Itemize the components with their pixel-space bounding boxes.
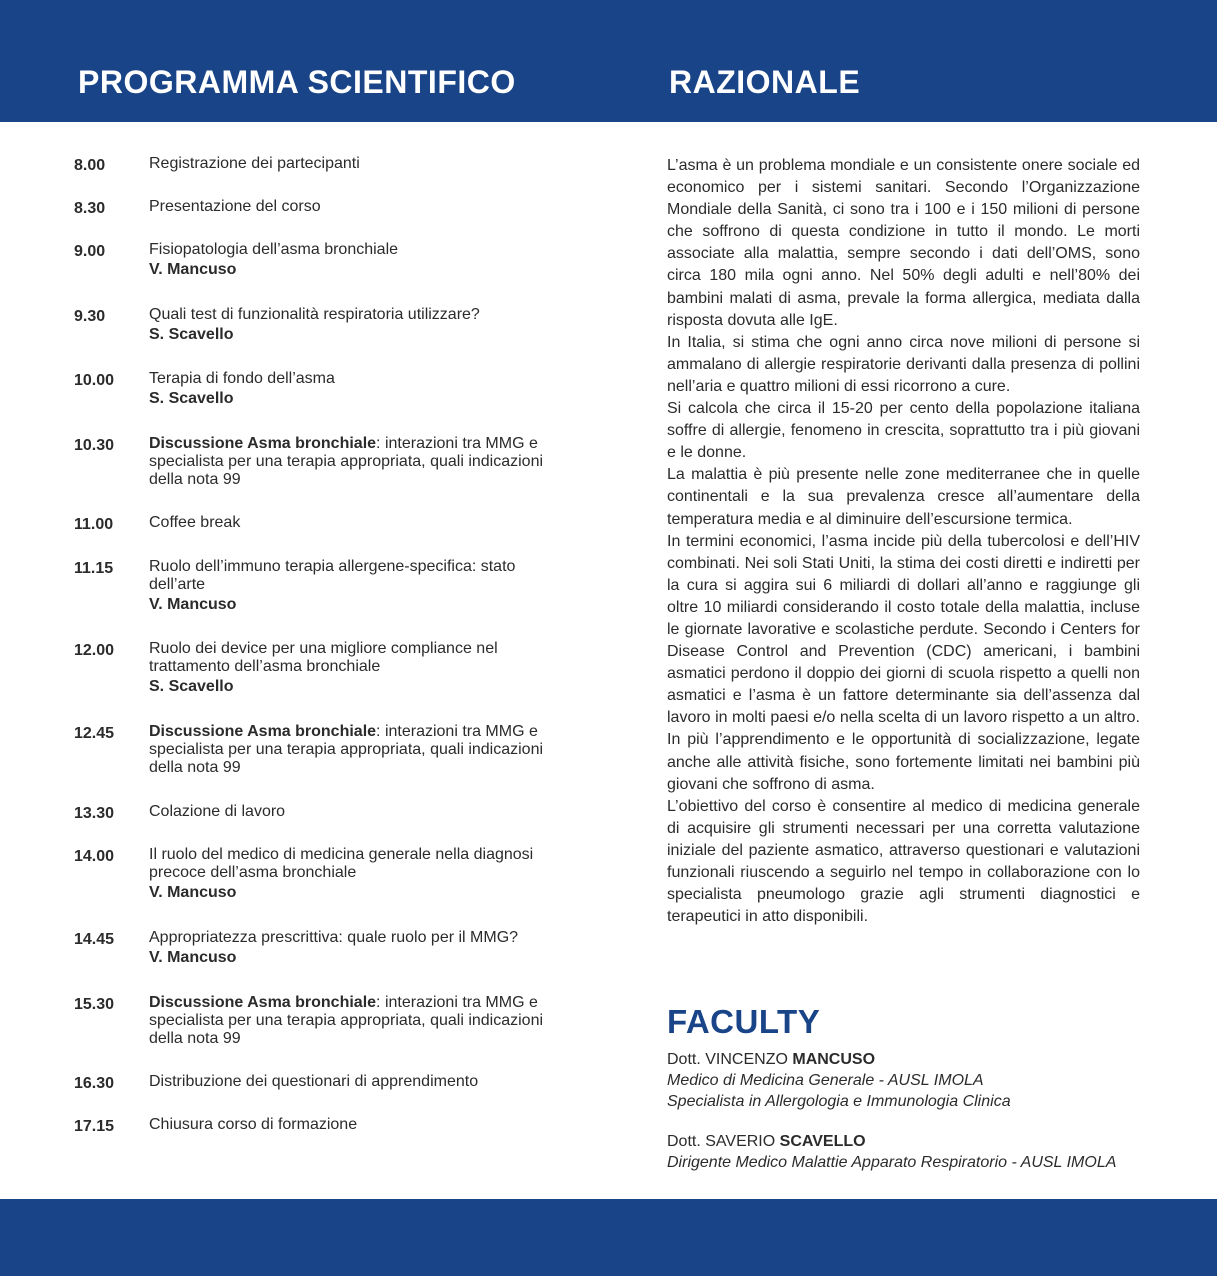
program-time: 11.15 <box>74 560 114 577</box>
program-speaker: V. Mancuso <box>149 884 237 901</box>
faculty-name-prefix: Dott. VINCENZO <box>667 1051 788 1068</box>
program-title-bold: Discussione Asma bronchiale <box>149 435 377 452</box>
program-title: Il ruolo del medico di medicina generale nella diagnosi precoce dell’asma bronchiale <box>149 846 534 881</box>
rationale-paragraph: L’obiettivo del corso è consentire al medico di medicina generale di acquisire gli strumenti necessari per una corretta valutazione iniziale del paziente asmatico, attraverso questionari e valutazioni funzionali riuscendo a seguirlo nel tempo in collaborazione con lo specialista pneumologo grazie agli strumenti diagnostici e terapeutici in atto disponibili. <box>667 797 1140 926</box>
program-time: 17.15 <box>74 1118 115 1135</box>
program-time: 9.00 <box>74 243 106 260</box>
program-speaker: S. Scavello <box>149 390 234 407</box>
rationale-paragraph: Si calcola che circa il 15-20 per cento della popolazione italiana soffre di allergie, fenomeno in crescita, soprattutto tra i più giovani e le donne. <box>667 400 1140 462</box>
program-time: 8.00 <box>74 157 106 174</box>
program-heading: PROGRAMMA SCIENTIFICO <box>78 64 516 100</box>
program-time: 13.30 <box>74 805 115 822</box>
program-time: 15.30 <box>74 996 115 1013</box>
program-time: 12.45 <box>74 725 115 742</box>
program-title: Registrazione dei partecipanti <box>149 155 360 172</box>
rationale-paragraph: In termini economici, l’asma incide più della tubercolosi e dell’HIV combinati. Nei soli Stati Uniti, la stima dei costi diretti e indiretti per la cura si aggira sui 6 miliardi di dollari all’anno e raggiunge gli oltre 10 miliardi considerando il costo totale della malattia, incluse le giornate lavorative e scolastiche perdute. Secondo i Centers for Disease Control and Prevention (CDC) americani, i bambini asmatici perdono il doppio dei giorni di scuola rispetto a quelli non asmatici e l’asma è un fattore determinante sia dell’assenza dal lavoro in molti paesi e/o nella scelta di un lavoro rispetto a un altro. In più l’apprendimento e le opportunità di socializzazione, legate anche alle attività fisiche, sono fortemente limitati nei bambini più giovani che soffrono di asma. <box>667 532 1140 793</box>
program-title: Fisiopatologia dell’asma bronchiale <box>149 241 399 258</box>
program-title: Presentazione del corso <box>149 198 321 215</box>
program-title-bold: Discussione Asma bronchiale <box>149 723 377 740</box>
rationale-heading: RAZIONALE <box>669 64 861 100</box>
program-title: Distribuzione dei questionari di apprendimento <box>149 1073 479 1090</box>
program-time: 10.30 <box>74 437 115 454</box>
program-title: Appropriatezza prescrittiva: quale ruolo per il MMG? <box>149 929 519 946</box>
program-title-bold: Discussione Asma bronchiale <box>149 994 377 1011</box>
program-time: 14.00 <box>74 848 115 865</box>
faculty-role: Dirigente Medico Malattie Apparato Respiratorio - AUSL IMOLA <box>667 1154 1117 1171</box>
rationale-text <box>667 155 1140 928</box>
program-speaker: V. Mancuso <box>149 596 237 613</box>
program-title: Chiusura corso di formazione <box>149 1116 358 1133</box>
faculty-surname: SCAVELLO <box>779 1133 866 1150</box>
program-title: Terapia di fondo dell’asma <box>149 370 335 387</box>
rationale-paragraph: La malattia è più presente nelle zone mediterranee che in quelle continentali e la sua prevalenza cresce all’aumentare della temperatura media e al diminuire dell’escursione termica. <box>667 466 1140 528</box>
program-speaker: V. Mancuso <box>149 949 237 966</box>
program-title: Quali test di funzionalità respiratoria utilizzare? <box>149 306 480 323</box>
program-title: Ruolo dei device per una migliore compliance nel trattamento dell’asma bronchiale <box>149 640 498 675</box>
faculty-name-prefix: Dott. SAVERIO <box>667 1133 776 1150</box>
program-speaker: V. Mancuso <box>149 261 237 278</box>
program-title: Ruolo dell’immuno terapia allergene-specifica: stato dell’arte <box>149 558 516 593</box>
program-time: 12.00 <box>74 642 115 659</box>
faculty-heading: FACULTY <box>667 1003 821 1040</box>
program-title: : interazioni tra MMG e specialista per una terapia appropriata, quali indicazioni della nota 99 <box>149 435 544 488</box>
program-speaker: S. Scavello <box>149 326 234 343</box>
program-time: 9.30 <box>74 308 106 325</box>
program-title: Colazione di lavoro <box>149 803 286 820</box>
faculty-surname: MANCUSO <box>792 1051 876 1068</box>
rationale-paragraph: In Italia, si stima che ogni anno circa nove milioni di persone si ammalano di allergie respiratorie derivanti dalla presenza di pollini nell’aria e quattro milioni di essi ricorrono a cure. <box>667 333 1140 395</box>
rationale-paragraph: L’asma è un problema mondiale e un consistente onere sociale ed economico per i sistemi sanitari. Secondo l’Organizzazione Mondiale della Sanità, ci sono tra i 100 e i 150 milioni di persone che soffrono di questa condizione in tutto il mondo. Le morti associate alla malattia, sempre secondo i dati dell’OMS, sono circa 180 mila ogni anno. Nel 50% degli adulti e nell’80% dei bambini malati di asma, prevale la forma allergica, mediata dalla risposta dovuta alle IgE. <box>667 157 1140 329</box>
footer-band <box>0 1199 1217 1276</box>
program-title: : interazioni tra MMG e specialista per una terapia appropriata, quali indicazioni della nota 99 <box>149 994 544 1047</box>
faculty-role: Specialista in Allergologia e Immunologia Clinica <box>667 1093 1011 1110</box>
program-time: 16.30 <box>74 1075 115 1092</box>
program-title: : interazioni tra MMG e specialista per una terapia appropriata, quali indicazioni della nota 99 <box>149 723 544 776</box>
faculty-role: Medico di Medicina Generale - AUSL IMOLA <box>667 1072 984 1089</box>
program-speaker: S. Scavello <box>149 678 234 695</box>
faculty-member <box>667 1131 1116 1173</box>
faculty-member <box>667 1049 1011 1112</box>
program-time: 8.30 <box>74 200 106 217</box>
program-title: Coffee break <box>149 514 241 531</box>
program-time: 14.45 <box>74 931 115 948</box>
program-time: 10.00 <box>74 372 115 389</box>
program-time: 11.00 <box>74 516 114 533</box>
